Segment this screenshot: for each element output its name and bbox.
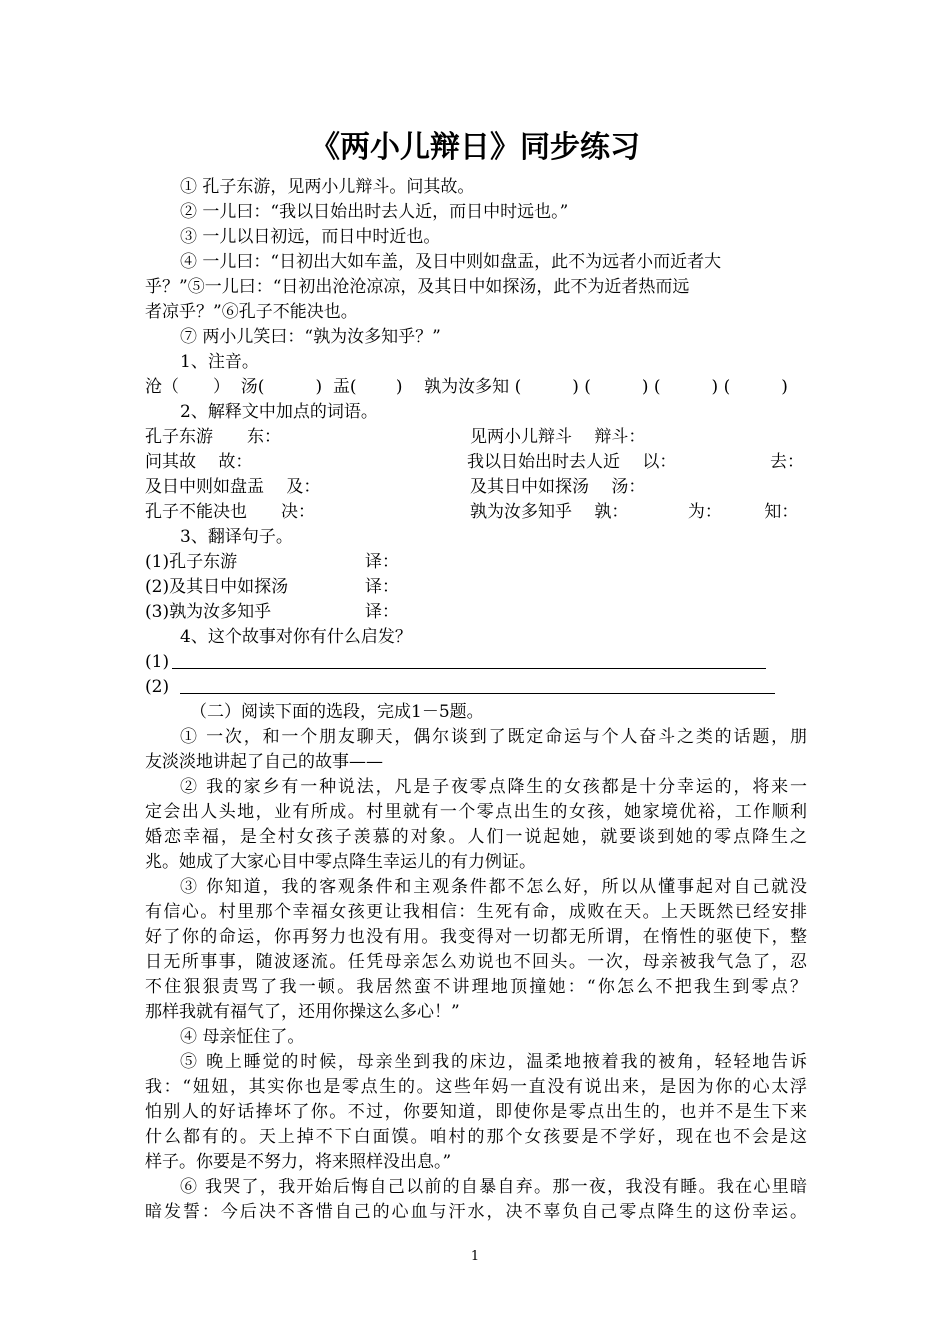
translate-item-answer: 译： bbox=[365, 577, 399, 597]
reading-line: 友淡淡地讲起了自己的故事—— bbox=[145, 752, 383, 772]
answer-line bbox=[180, 693, 775, 694]
reading-line: 我：“妞妞，其实你也是零点生的。这些年妈一直没有说出来，是因为你的心太浮 bbox=[145, 1077, 807, 1097]
word-row-right: 孰为汝多知乎 孰： 为： 知： bbox=[470, 502, 799, 522]
translate-item-answer: 译： bbox=[365, 602, 399, 622]
passage-line: ⑦ 两小儿笑曰：“孰为汝多知乎？” bbox=[180, 327, 441, 347]
question-4-heading: 4、这个故事对你有什么启发？ bbox=[180, 627, 412, 647]
word-row-right: 及其日中如探汤 汤： bbox=[470, 477, 646, 497]
answer-line bbox=[172, 668, 766, 669]
word-row-left: 孔子不能决也 决： bbox=[145, 502, 315, 522]
word-row-right: 见两小儿辩斗 辩斗： bbox=[470, 427, 646, 447]
reading-line: 那样我就有福气了，还用你操这么多心！” bbox=[145, 1002, 460, 1022]
reading-line: ② 我的家乡有一种说法，凡是子夜零点降生的女孩都是十分幸运的，将来一 bbox=[180, 777, 807, 797]
passage-line: ② 一儿曰：“我以日始出时去人近，而日中时远也。” bbox=[180, 202, 569, 222]
reading-line: ⑤ 晚上睡觉的时候，母亲坐到我的床边，温柔地掖着我的被角，轻轻地告诉 bbox=[180, 1052, 807, 1072]
translate-item-answer: 译： bbox=[365, 552, 399, 572]
passage-line: ③ 一儿以日初远，而日中时近也。 bbox=[180, 227, 441, 247]
passage-line: 乎？”⑤一儿曰：“日初出沧沧凉凉，及其日中如探汤，此不为近者热而远 bbox=[145, 277, 690, 297]
reading-line: 不住狠狠责骂了我一顿。我居然蛮不讲理地顶撞她：“你怎么不把我生到零点？ bbox=[145, 977, 807, 997]
section-2-heading: （二）阅读下面的选段，完成1－5题。 bbox=[190, 702, 484, 722]
word-row-right: 我以日始出时去人近 以： bbox=[467, 452, 677, 472]
reading-line: 婚恋幸福，是全村女孩子羡慕的对象。人们一说起她，就要谈到她的零点降生之 bbox=[145, 827, 807, 847]
question-1-heading: 1、注音。 bbox=[180, 352, 259, 372]
word-row-left: 孔子东游 东： bbox=[145, 427, 281, 447]
reading-line: 兆。她成了大家心目中零点降生幸运儿的有力例证。 bbox=[145, 852, 536, 872]
translate-item-label: (3)孰为汝多知乎 bbox=[145, 602, 272, 622]
reading-line: 暗发誓：今后决不吝惜自己的心血与汗水，决不辜负自己零点降生的这份幸运。 bbox=[145, 1202, 807, 1222]
page-number: 1 bbox=[470, 1249, 480, 1264]
word-row-far: 去： bbox=[770, 452, 804, 472]
page-title: 《两小儿辩日》同步练习 bbox=[310, 130, 640, 165]
passage-line: ④ 一儿曰：“日初出大如车盖，及日中则如盘盂，此不为远者小而近者大 bbox=[180, 252, 722, 272]
reading-line: ③ 你知道，我的客观条件和主观条件都不怎么好，所以从懂事起对自己就没 bbox=[180, 877, 807, 897]
passage-line: ① 孔子东游，见两小儿辩斗。问其故。 bbox=[180, 177, 475, 197]
question-2-heading: 2、解释文中加点的词语。 bbox=[180, 402, 378, 422]
word-row-left: 及日中则如盘盂 及： bbox=[145, 477, 321, 497]
reading-line: 日无所事事，随波逐流。任凭母亲怎么劝说也不回头。一次，母亲被我气急了，忍 bbox=[145, 952, 807, 972]
reading-line: 怕别人的好话捧坏了你。不过，你要知道，即使你是零点出生的，也并不是生下来 bbox=[145, 1102, 807, 1122]
reading-line: ④ 母亲怔住了。 bbox=[180, 1027, 305, 1047]
reading-line: 好了你的命运，你再努力也没有用。我变得对一切都无所谓，在惰性的驱使下，整 bbox=[145, 927, 807, 947]
reading-line: ① 一次，和一个朋友聊天，偶尔谈到了既定命运与个人奋斗之类的话题，朋 bbox=[180, 727, 807, 747]
word-row-left: 问其故 故： bbox=[145, 452, 253, 472]
pinyin-blanks: 沧（ ） 汤( ) 盂( ) 孰为汝多知 ( ) ( ) ( ) ( ) bbox=[145, 377, 788, 397]
reading-line: 有信心。村里那个幸福女孩更让我相信：生死有命，成败在天。上天既然已经安排 bbox=[145, 902, 807, 922]
translate-item-label: (2)及其日中如探汤 bbox=[145, 577, 289, 597]
passage-line: 者凉乎？”⑥孔子不能决也。 bbox=[145, 302, 358, 322]
reading-line: 什么都有的。天上掉不下白面馍。咱村的那个女孩要是不学好，现在也不会是这 bbox=[145, 1127, 807, 1147]
answer-label: (1) bbox=[145, 652, 170, 672]
translate-item-label: (1)孔子东游 bbox=[145, 552, 238, 572]
answer-label: (2) bbox=[145, 677, 170, 697]
reading-line: 定会出人头地，业有所成。村里就有一个零点出生的女孩，她家境优裕，工作顺利 bbox=[145, 802, 807, 822]
reading-line: 样子。你要是不努力，将来照样没出息。” bbox=[145, 1152, 452, 1172]
question-3-heading: 3、翻译句子。 bbox=[180, 527, 293, 547]
reading-line: ⑥ 我哭了，我开始后悔自己以前的自暴自弃。那一夜，我没有睡。我在心里暗 bbox=[180, 1177, 807, 1197]
